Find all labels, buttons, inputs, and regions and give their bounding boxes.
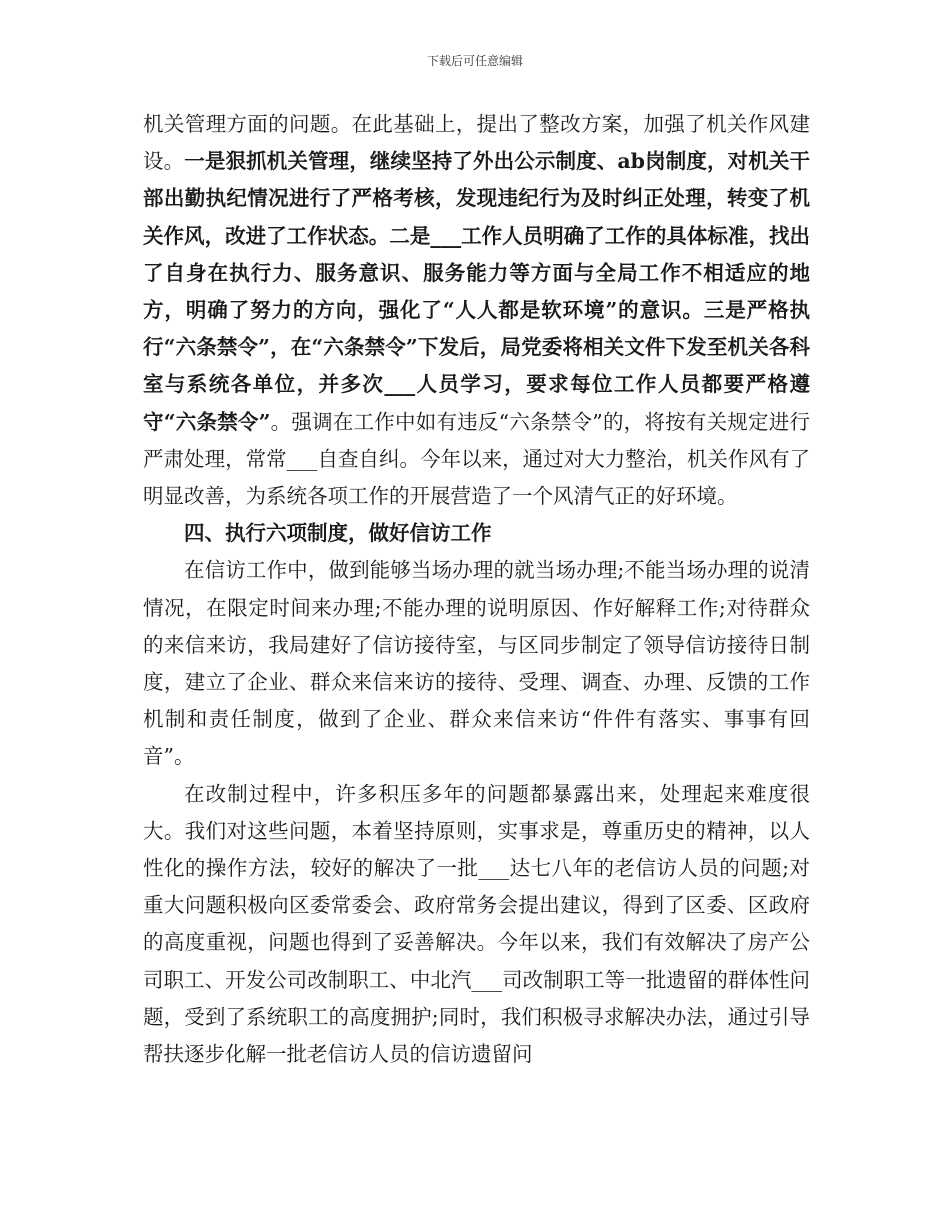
paragraph-petition-work: 在信访工作中，做到能够当场办理的就当场办理;不能当场办理的说清情况，在限定时间来办理;不能办理的说明原因、作好解释工作;对待群众的来信来访，我局建好了信访接待室，与区同步制定了领导信访接待日制度，建立了企业、群众来信来访的接待、受理、调查、办理、反馈的工作机制和责任制度，做到了企业、群众来信来访“件件有落实、事事有回音”。: [143, 558, 810, 769]
section-heading: 四、执行六项制度，做好信访工作: [184, 521, 492, 546]
bold-text: 一是狠抓机关管理，继续坚持了外出公示制度、ab岗制度，对机关干部出勤执纪情况进行了严格考核，发现违纪行为及时纠正处理，转变了机关作风，改进了工作状态。二是___工作人员明确了工作的具体标准，找出了自身在执行力、服务意识、服务能力等方面与全局工作不相适应的地方，明确了努力的方向，强化了“人人都是软环境”的意识。三是严格执行“六条禁令”，在“六条禁令”下发后，局党委将相关文件下发至机关各科室与系统各单位，并多次___人员学习，要求每位工作人员都要严格遵守“六条禁令”: [143, 149, 810, 434]
paragraph-text: 机关管理方面的问题。在此基础上，提出了整改方案，加强了机关作风建设。: [143, 112, 810, 174]
paragraph-restructuring: 在改制过程中，许多积压多年的问题都暴露出来，处理起来难度很大。我们对这些问题，本着坚持原则，实事求是，尊重历史的精神，以人性化的操作方法，较好的解决了一批___达七八年的老信访人员的问题;对重大问题积极向区委常委会、政府常务会提出建议，得到了区委、区政府的高度重视，问题也得到了妥善解决。今年以来，我们有效解决了房产公司职工、开发公司改制职工、中北汽___司改制职工等一批遗留的群体性问题，受到了系统职工的高度拥护;同时，我们积极寻求解决办法，通过引导帮扶逐步化解一批老信访人员的信访遗留问: [143, 781, 810, 1067]
page-header-note: 下载后可任意编辑: [426, 54, 523, 68]
document-body: [143, 106, 810, 1073]
paragraph-organ-style: [143, 106, 810, 515]
paragraph-text: 。强调在工作中如有违反“六条禁令”的，将按有关规定进行严肃处理，常常___自查自纠。今年以来，通过对大力整治，机关作风有了明显改善，为系统各项工作的开展营造了一个风清气正的好环境。: [143, 409, 810, 509]
